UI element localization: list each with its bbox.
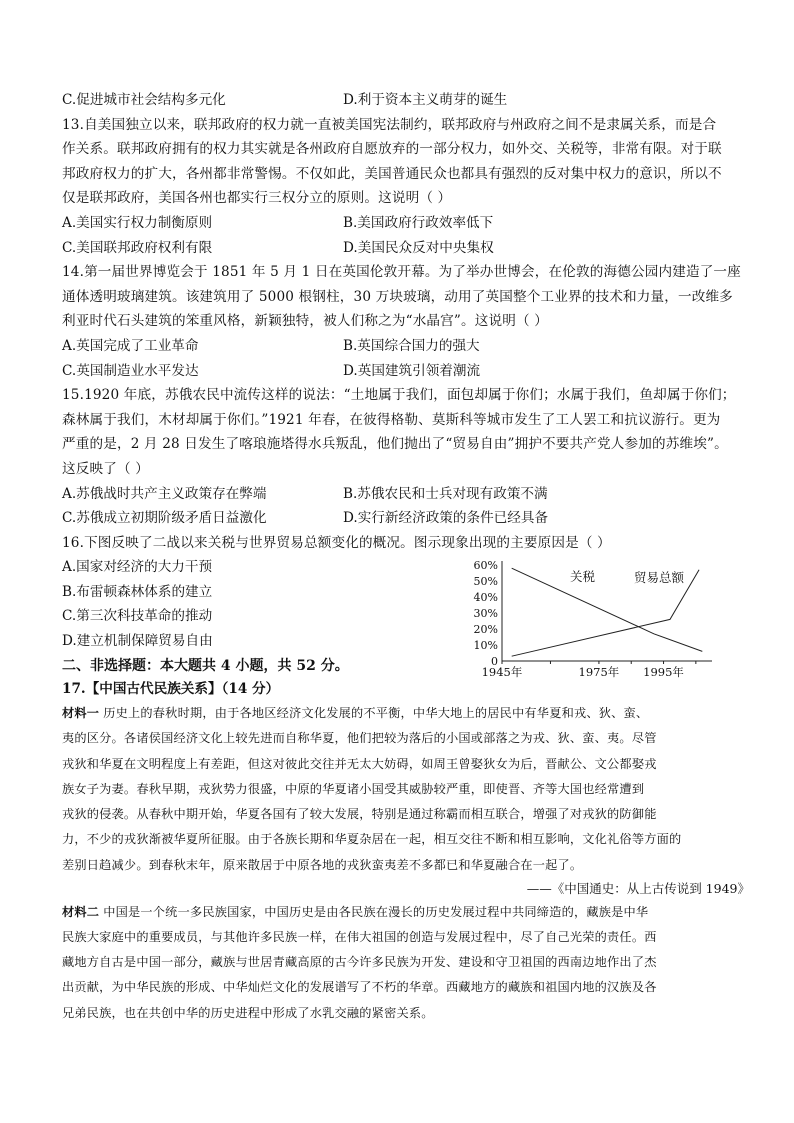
x-tick-label: 1945年 (481, 665, 523, 680)
q13-line: 作关系。联邦政府拥有的权力其实就是各州政府自愿放弃的一部分权力，如外交、关税等，非常有限。对于联 (62, 141, 722, 158)
q16-option-c[interactable]: C.第三次科技革命的推动 (62, 608, 213, 625)
q14-line: 通体透明玻璃建筑。该建筑用了 5000 根钢柱，30 万块玻璃，动用了英国整个工业界的技术和力量，一改维多 (62, 288, 733, 305)
material-1-line: 力，不少的戎狄渐被华夏所征服。由于各族长期和华夏杂居在一起，相互交往不断和相互影响，文化礼俗等方面的 (62, 832, 682, 847)
q17-title: 17.【中国古代民族关系】（14 分） (62, 681, 280, 698)
material-1-line: 差别日趋减少。到春秋末年，原来散居于中原各地的戎狄蛮夷差不多都已和华夏融合在一起了。 (62, 857, 583, 872)
y-tick-label: 30% (473, 607, 498, 621)
q15-line: 严重的是，2 月 28 日发生了喀琅施塔得水兵叛乱，他们抛出了“贸易自由”拥护不要共产党人参加的苏维埃”。 (62, 436, 728, 453)
tariff-label: 关税 (570, 569, 596, 585)
x-tick-label: 1975年 (578, 665, 620, 680)
q13-options-row-1 (62, 211, 752, 236)
y-tick-label: 10% (473, 639, 498, 653)
material-1-line: 戎狄的侵袭。从春秋中期开始，华夏各国有了较大发展，特别是通过称霸而相互联合，增强了对戎狄的防御能 (62, 807, 657, 822)
q15-option-a[interactable]: A.苏俄战时共产主义政策存在弊端 (62, 485, 267, 502)
material-1-line: 夷的区分。各诸侯国经济文化上较先进而自称华夏，他们把较为落后的小国或部落之为戎、狄、蛮、夷。尽管 (62, 731, 657, 746)
material-1-text: 历史上的春秋时期，由于各地区经济文化发展的不平衡，中华大地上的居民中有华夏和戎、狄、蛮、 (99, 706, 649, 721)
material-2-label: 材料二 (62, 904, 100, 919)
x-tick-label: 1995年 (643, 665, 684, 680)
q13-line: 13.自美国独立以来，联邦政府的权力就一直被美国宪法制约，联邦政府与州政府之间不是隶属关系，而是合 (62, 116, 717, 133)
q14-options-row-2 (62, 359, 752, 384)
y-tick-label: 0 (491, 655, 498, 669)
material-2-line: 藏地方自古是中国一部分，藏族与世居青藏高原的古今许多民族为开发、建设和守卫祖国的西南边地作出了杰 (62, 955, 657, 970)
material-2-line: 民族大家庭中的重要成员，与其他许多民族一样，在伟大祖国的创造与发展过程中，尽了自己光荣的责任。西 (62, 929, 657, 944)
y-tick-label: 40% (473, 591, 498, 605)
q13-option-b[interactable]: B.美国政府行政效率低下 (343, 214, 494, 231)
q13-option-d[interactable]: D.美国民众反对中央集权 (343, 239, 494, 256)
q15-options-row-1 (62, 482, 752, 507)
q14-option-a[interactable]: A.英国完成了工业革命 (62, 337, 199, 354)
q14-line: 14.第一届世界博览会于 1851 年 5 月 1 日在英国伦敦开幕。为了举办世博会，在伦敦的海德公园内建造了一座 (62, 264, 741, 281)
q15-line: 森林属于我们，木材却属于你们。”1921 年春，在彼得格勒、莫斯科等城市发生了工人罢工和抗议游行。更为 (62, 411, 721, 428)
q14-option-c[interactable]: C.英国制造业水平发达 (62, 362, 199, 379)
exam-page (62, 88, 752, 1026)
q15-option-c[interactable]: C.苏俄成立初期阶级矛盾日益激化 (62, 510, 267, 527)
material-1-source: ——《中国通史：从上古传说到 1949》 (526, 880, 750, 896)
y-tick-label: 20% (473, 623, 498, 637)
q12-options (62, 88, 752, 113)
q12-option-c[interactable]: C.促进城市社会结构多元化 (62, 92, 226, 108)
q13-line: 邦政府权力的扩大，各州都非常警惕。不仅如此，美国普通民众也都具有强烈的反对集中权力的意识，所以不 (62, 165, 722, 182)
q13-option-a[interactable]: A.美国实行权力制衡原则 (62, 214, 213, 231)
question-14 (62, 260, 752, 383)
material-2-line-first (62, 900, 752, 925)
q16-option-a[interactable]: A.国家对经济的大力干预 (62, 559, 213, 576)
q15-options-row-2 (62, 506, 752, 531)
y-axis (474, 559, 502, 668)
q14-options-row-1 (62, 334, 752, 359)
q16-option-d[interactable]: D.建立机制保障贸易自由 (62, 633, 213, 650)
q13-option-c[interactable]: C.美国联邦政府权利有限 (62, 239, 213, 256)
material-2-text: 中国是一个统一多民族国家，中国历史是由各民族在漫长的历史发展过程中共同缔造的，藏族是中华 (99, 904, 649, 919)
q17-material-1 (62, 701, 752, 899)
q15-option-b[interactable]: B.苏俄农民和士兵对现有政策不满 (343, 485, 548, 502)
q13-options-row-2 (62, 236, 752, 261)
q14-option-b[interactable]: B.英国综合国力的强大 (343, 337, 480, 354)
trade-total-label: 贸易总额 (634, 570, 685, 586)
q14-option-d[interactable]: D.英国建筑引领着潮流 (343, 362, 481, 379)
section-2-heading: 二、非选择题：本大题共 4 小题，共 52 分。 (62, 658, 349, 675)
material-2-line: 兄弟民族，也在共创中华的历史进程中形成了水乳交融的紧密关系。 (62, 1005, 434, 1020)
x-axis (482, 661, 712, 679)
q13-line: 仅是联邦政府，美国各州也都实行三权分立的原则。这说明（ ） (62, 190, 452, 207)
material-2-line: 出贡献，为中华民族的形成、中华灿烂文化的发展谱写了不朽的华章。西藏地方的藏族和祖国内地的汉族及各 (62, 980, 657, 995)
q17-material-2 (62, 900, 752, 1026)
tariff-trade-chart (466, 551, 716, 679)
question-15 (62, 383, 752, 531)
series-labels (570, 569, 685, 585)
q15-line: 这反映了（ ） (62, 460, 149, 477)
q12-option-d[interactable]: D.利于资本主义萌芽的诞生 (343, 92, 508, 108)
q16-option-b[interactable]: B.布雷顿森林体系的建立 (62, 583, 213, 600)
q14-line: 利亚时代石头建筑的笨重风格，新颖独特，被人们称之为“水晶宫”。这说明（ ） (62, 313, 548, 330)
question-13 (62, 113, 752, 261)
material-1-line: 族女子为妻。春秋早期，戎狄势力很盛，中原的华夏诸小国受其威胁较严重，即使晋、齐等大国也经常遭到 (62, 781, 645, 796)
y-tick-label: 60% (473, 559, 498, 573)
material-1-label: 材料一 (62, 706, 100, 721)
q15-line: 15.1920 年底，苏俄农民中流传这样的说法：“土地属于我们，面包却属于你们；水属于我们，鱼却属于你们； (62, 387, 736, 404)
q15-option-d[interactable]: D.实行新经济政策的条件已经具备 (343, 510, 549, 527)
material-1-line: 戎狄和华夏在文明程度上有差距，但这对彼此交往并无太大妨碍，如周王曾娶狄女为后，晋献公、文公都娶戎 (62, 756, 657, 771)
q16-stem: 16.下图反映了二战以来关税与世界贸易总额变化的概况。图示现象出现的主要原因是（ ） (62, 534, 611, 551)
material-1-line-first (62, 701, 752, 726)
y-tick-label: 50% (473, 575, 498, 589)
